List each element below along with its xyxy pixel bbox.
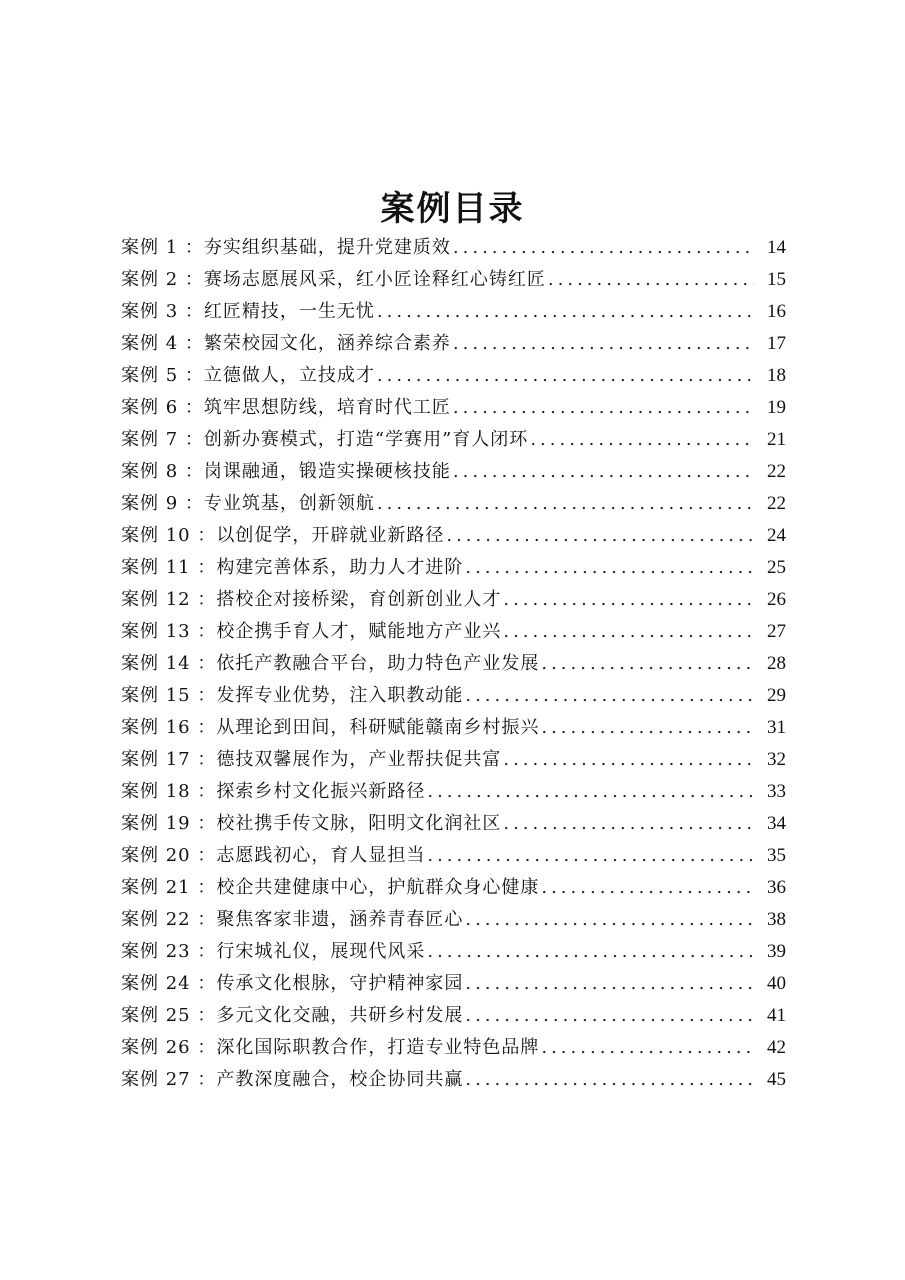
toc-entry-page-number: 40: [767, 973, 786, 994]
toc-entry-page-number: 45: [767, 1069, 786, 1090]
toc-entry-title: 搭校企对接桥梁，育创新创业人才: [216, 589, 502, 610]
toc-entry-page-number: 42: [767, 1037, 786, 1058]
toc-entry[interactable]: [121, 1032, 786, 1064]
toc-entry-title: 行宋城礼仪，展现代风采: [216, 941, 426, 962]
dot-leader: [427, 776, 754, 808]
toc-entry-page-number: 35: [767, 845, 786, 866]
toc-entry-title: 探索乡村文化振兴新路径: [216, 781, 426, 802]
toc-entry[interactable]: [121, 424, 786, 456]
toc-entry[interactable]: [121, 904, 786, 936]
toc-entry-title: 从理论到田间，科研赋能赣南乡村振兴: [216, 717, 540, 738]
toc-entry[interactable]: [121, 648, 786, 680]
toc-entry-page-number: 22: [767, 493, 786, 514]
toc-entry[interactable]: [121, 776, 786, 808]
dot-leader: [427, 840, 754, 872]
toc-entry-title: 传承文化根脉，守护精神家园: [216, 973, 464, 994]
dot-leader: [453, 328, 754, 360]
dot-leader: [465, 1064, 754, 1096]
toc-entry[interactable]: [121, 840, 786, 872]
dot-leader: [465, 968, 754, 1000]
toc-entry-page-number: 28: [767, 653, 786, 674]
toc-entry[interactable]: [121, 264, 786, 296]
toc-entry-page-number: 21: [767, 429, 786, 450]
toc-entry[interactable]: [121, 392, 786, 424]
toc-entry-page-number: 26: [767, 589, 786, 610]
toc-entry-title: 专业筑基，创新领航: [203, 493, 375, 514]
toc-entry-label: 案例 22 ：: [121, 909, 217, 930]
toc-entry[interactable]: [121, 872, 786, 904]
toc-entry-title: 岗课融通，锻造实操硬核技能: [203, 461, 451, 482]
toc-entry-label: 案例 5 ：: [121, 365, 204, 386]
dot-leader: [465, 1000, 754, 1032]
toc-entry[interactable]: [121, 552, 786, 584]
toc-entry-page-number: 18: [767, 365, 786, 386]
toc-entry-label: 案例 9 ：: [121, 493, 204, 514]
toc-entry-page-number: 24: [767, 525, 786, 546]
toc-entry[interactable]: [121, 520, 786, 552]
toc-entry-page-number: 27: [767, 621, 786, 642]
toc-entry-page-number: 17: [767, 333, 786, 354]
toc-entry-title: 产教深度融合，校企协同共赢: [216, 1069, 464, 1090]
toc-entry[interactable]: [121, 296, 786, 328]
toc-entry-title: 筑牢思想防线，培育时代工匠: [203, 397, 451, 418]
toc-entry-label: 案例 8 ：: [121, 461, 204, 482]
toc-entry[interactable]: [121, 360, 786, 392]
toc-entry-label: 案例 20 ：: [121, 845, 217, 866]
dot-leader: [541, 872, 754, 904]
dot-leader: [530, 424, 754, 456]
dot-leader: [465, 904, 754, 936]
toc-entry-title: 赛场志愿展风采，红小匠诠释红心铸红匠: [203, 269, 546, 290]
dot-leader: [465, 552, 754, 584]
toc-entry-page-number: 14: [767, 237, 786, 258]
toc-entry-page-number: 41: [767, 1005, 786, 1026]
toc-entry-page-number: 22: [767, 461, 786, 482]
dot-leader: [541, 1032, 754, 1064]
toc-entry-title: 依托产教融合平台，助力特色产业发展: [216, 653, 540, 674]
toc-entry-label: 案例 27 ：: [121, 1069, 217, 1090]
toc-entry-label: 案例 19 ：: [121, 813, 217, 834]
toc-entry-title: 红匠精技，一生无忧: [203, 301, 375, 322]
toc-entry-label: 案例 11 ：: [121, 557, 217, 578]
dot-leader: [453, 392, 754, 424]
toc-entry-page-number: 32: [767, 749, 786, 770]
toc-entry-label: 案例 4 ：: [121, 333, 204, 354]
toc-entry-title: 校企携手育人才，赋能地方产业兴: [216, 621, 502, 642]
toc-entry-title: 校企共建健康中心，护航群众身心健康: [216, 877, 540, 898]
dot-leader: [548, 264, 754, 296]
toc-entry-label: 案例 26 ：: [121, 1037, 217, 1058]
dot-leader: [541, 712, 754, 744]
toc-entry-title: 志愿践初心，育人显担当: [216, 845, 426, 866]
toc-entry-label: 案例 25 ：: [121, 1005, 217, 1026]
toc-entry[interactable]: [121, 744, 786, 776]
dot-leader: [503, 584, 754, 616]
toc-entry-title: 立德做人，立技成才: [203, 365, 375, 386]
toc-entry-label: 案例 17 ：: [121, 749, 217, 770]
toc-entry-page-number: 39: [767, 941, 786, 962]
toc-entry-label: 案例 13 ：: [121, 621, 217, 642]
toc-entry-title: 繁荣校园文化，涵养综合素养: [203, 333, 451, 354]
toc-entry-page-number: 16: [767, 301, 786, 322]
toc-entry[interactable]: [121, 456, 786, 488]
dot-leader: [377, 360, 754, 392]
toc-entry-page-number: 29: [767, 685, 786, 706]
page-title: 案例目录: [380, 188, 525, 229]
toc-entry-label: 案例 15 ：: [121, 685, 217, 706]
dot-leader: [427, 936, 754, 968]
toc-entry-title: 深化国际职教合作，打造专业特色品牌: [216, 1037, 540, 1058]
toc-entry-title: 夯实组织基础，提升党建质效: [203, 237, 451, 258]
toc-entry-label: 案例 10 ：: [121, 525, 217, 546]
toc-entry-page-number: 38: [767, 909, 786, 930]
toc-entry-title: 德技双馨展作为，产业帮扶促共富: [216, 749, 502, 770]
toc-entry[interactable]: [121, 328, 786, 360]
toc-entry-label: 案例 24 ：: [121, 973, 217, 994]
toc-entry-title: 校社携手传文脉，阳明文化润社区: [216, 813, 502, 834]
dot-leader: [453, 232, 754, 264]
toc-entry[interactable]: [121, 584, 786, 616]
toc-entry-title: 发挥专业优势，注入职教动能: [216, 685, 464, 706]
toc-entry[interactable]: [121, 680, 786, 712]
toc-entry-label: 案例 1 ：: [121, 237, 204, 258]
toc-entry-title: 构建完善体系，助力人才进阶: [216, 557, 464, 578]
toc-entry[interactable]: [121, 1000, 786, 1032]
toc-entry[interactable]: [121, 232, 786, 264]
toc-entry[interactable]: [121, 1064, 786, 1096]
dot-leader: [465, 680, 754, 712]
toc-entry-title: 多元文化交融，共研乡村发展: [216, 1005, 464, 1026]
dot-leader: [503, 744, 754, 776]
toc-entry-label: 案例 23 ：: [121, 941, 217, 962]
dot-leader: [503, 616, 754, 648]
dot-leader: [377, 488, 754, 520]
toc-entry-title: 聚焦客家非遗，涵养青春匠心: [216, 909, 464, 930]
toc-entry-label: 案例 2 ：: [121, 269, 204, 290]
dot-leader: [377, 296, 754, 328]
dot-leader: [453, 456, 754, 488]
toc-entry-label: 案例 6 ：: [121, 397, 204, 418]
toc-entry-page-number: 33: [767, 781, 786, 802]
toc-entry-page-number: 31: [767, 717, 786, 738]
toc-entry-label: 案例 7 ：: [121, 429, 204, 450]
toc-entry-page-number: 36: [767, 877, 786, 898]
toc-entry-page-number: 15: [767, 269, 786, 290]
table-of-contents: [121, 232, 786, 1096]
toc-entry[interactable]: [121, 808, 786, 840]
toc-entry-label: 案例 3 ：: [121, 301, 204, 322]
toc-entry-label: 案例 21 ：: [121, 877, 217, 898]
toc-entry-page-number: 25: [767, 557, 786, 578]
toc-entry[interactable]: [121, 488, 786, 520]
toc-entry-label: 案例 16 ：: [121, 717, 217, 738]
toc-entry[interactable]: [121, 936, 786, 968]
toc-entry-label: 案例 14 ：: [121, 653, 217, 674]
toc-entry-label: 案例 18 ：: [121, 781, 217, 802]
dot-leader: [503, 808, 754, 840]
toc-entry-page-number: 34: [767, 813, 786, 834]
dot-leader: [541, 648, 754, 680]
toc-entry-title: 创新办赛模式，打造“学赛用”育人闭环: [203, 429, 529, 450]
toc-entry[interactable]: [121, 616, 786, 648]
toc-entry-title: 以创促学，开辟就业新路径: [216, 525, 445, 546]
dot-leader: [446, 520, 754, 552]
toc-entry-page-number: 19: [767, 397, 786, 418]
toc-entry[interactable]: [121, 712, 786, 744]
toc-entry-label: 案例 12 ：: [121, 589, 217, 610]
toc-entry[interactable]: [121, 968, 786, 1000]
